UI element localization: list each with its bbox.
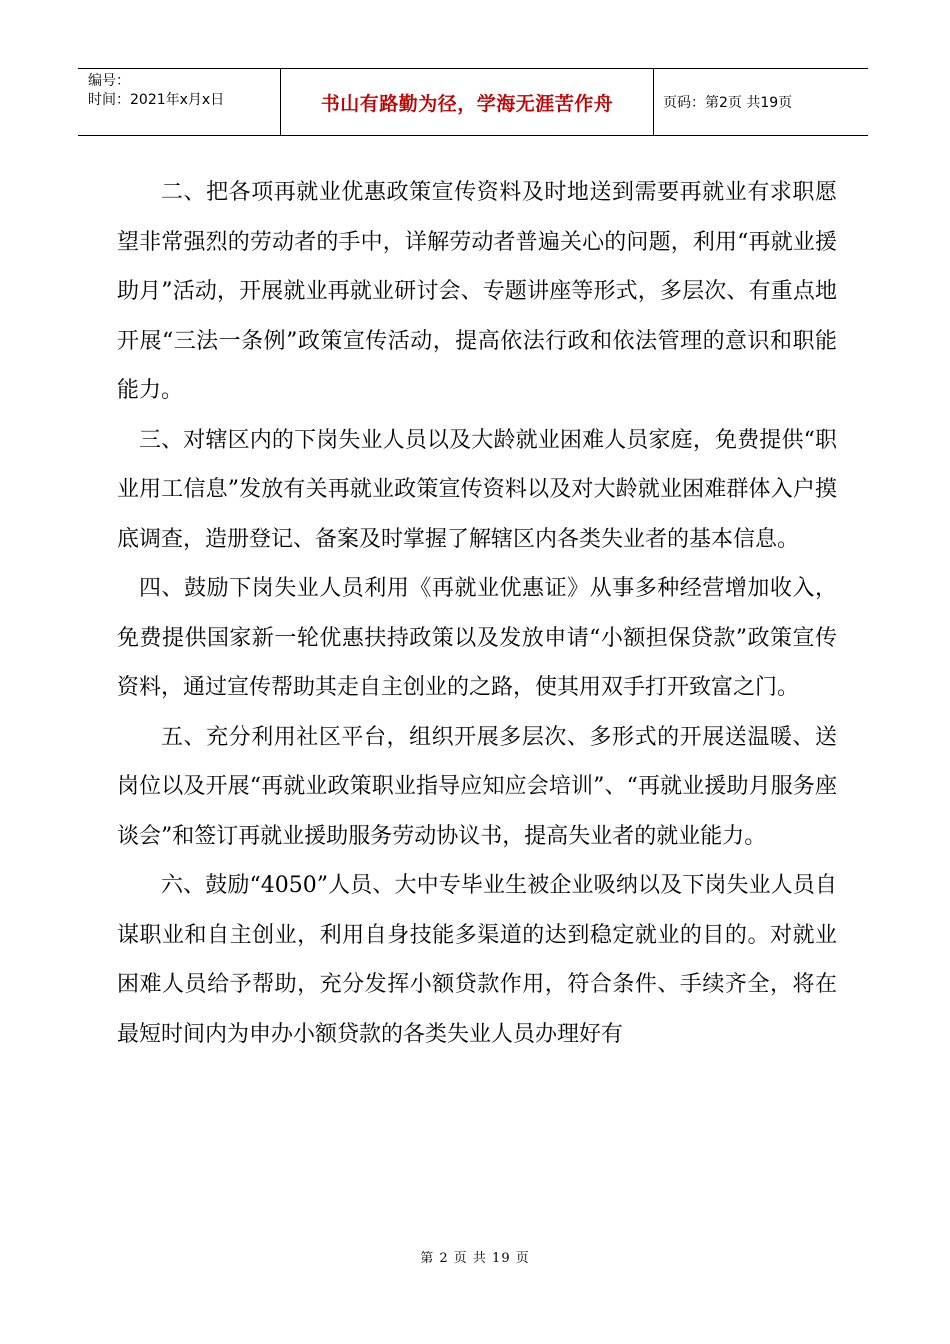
document-body — [117, 168, 837, 1059]
paragraph-6: 六、鼓励“4050”人员、大中专毕业生被企业吸纳以及下岗失业人员自谋职业和自主创业，利用自身技能多渠道的达到稳定就业的目的。对就业困难人员给予帮助，充分发挥小额贷款作用，符合条件、手续齐全，将在最短时间内为申办小额贷款的各类失业人员办理好有 — [117, 873, 837, 1047]
paragraph-2: 二、把各项再就业优惠政策宣传资料及时地送到需要再就业有求职愿望非常强烈的劳动者的手中，详解劳动者普遍关心的问题，利用“再就业援助月”活动，开展就业再就业研讨会、专题讲座等形式，多层次、有重点地开展“三法一条例”政策宣传活动，提高依法行政和依法管理的意识和职能能力。 — [117, 180, 837, 403]
header-page-info: 页码：第2页 共19页 — [663, 95, 793, 111]
page-header — [78, 68, 868, 136]
document-number-label: 编号： — [88, 73, 130, 89]
paragraph-5: 五、充分利用社区平台，组织开展多层次、多形式的开展送温暖、送岗位以及开展“再就业政策职业指导应知应会培训”、“再就业援助月服务座谈会”和签订再就业援助服务劳动协议书，提高失业者的就业能力。 — [117, 724, 837, 849]
page-footer: 第 2 页 共 19 页 — [420, 1251, 530, 1266]
document-date: 时间：2021年x月x日 — [88, 92, 225, 108]
header-meta — [78, 69, 281, 135]
paragraph-3: 三、对辖区内的下岗失业人员以及大龄就业困难人员家庭，免费提供“职业用工信息”发放有关再就业政策宣传资料以及对大龄就业困难群体入户摸底调查，造册登记、备案及时掌握了解辖区内各类失业者的基本信息。 — [117, 427, 837, 552]
paragraph-4: 四、鼓励下岗失业人员利用《再就业优惠证》从事多种经营增加收入，免费提供国家新一轮优惠扶持政策以及发放申请“小额担保贷款”政策宣传资料，通过宣传帮助其走自主创业的之路，使其用双手打开致富之门。 — [117, 576, 837, 700]
header-motto: 书山有路勤为径，学海无涯苦作舟 — [281, 69, 654, 135]
